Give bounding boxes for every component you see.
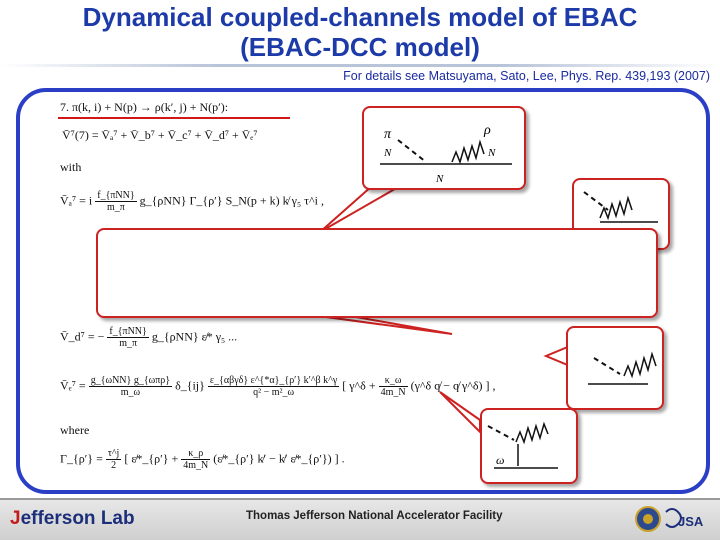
facility-name: Thomas Jefferson National Accelerator Facility	[246, 510, 503, 522]
gamma-frac2-num: κ_ρ	[181, 448, 210, 460]
label-n-mid: N	[436, 173, 444, 185]
footer-divider	[0, 498, 720, 500]
title-line-1: Dynamical coupled-channels model of EBAC	[82, 2, 638, 32]
gamma-end: (ε̸*_{ρ′} k̸′ − k̸′ ε̸*_{ρ′}) ] .	[213, 451, 345, 466]
ve-den: m_ω	[120, 387, 141, 398]
va-rest: g_{ρNN} Γ_{ρ′} S_N(p + k) k̸ γ₅ τ^i ,	[139, 193, 324, 208]
pion-line	[398, 140, 426, 162]
overlay-box	[96, 228, 658, 318]
vd-den: m_π	[119, 338, 138, 349]
callout-diagram-d	[480, 408, 578, 484]
ve-prefix: V̄ₑ⁷ =	[60, 378, 86, 393]
gamma-frac-num: τ^j	[107, 448, 120, 459]
callout-diagram-c	[566, 326, 664, 410]
callout-diagram-a	[362, 106, 526, 190]
jlab-rest: efferson Lab	[20, 508, 135, 529]
gamma-frac2-den: 4m_N	[183, 460, 209, 471]
ve-frac2-den: q² − m²_ω	[253, 387, 295, 398]
label-rho: ρ	[484, 123, 491, 138]
pion-line-c	[594, 358, 620, 374]
label-omega: ω	[496, 453, 505, 467]
doe-seal-center	[643, 514, 653, 524]
gamma-frac-den: 2	[111, 460, 117, 471]
ve-rest: [ γ^δ +	[342, 378, 376, 393]
callout-4-pointer	[440, 392, 480, 432]
va-num: f_{πNN}	[97, 190, 135, 201]
ve-num: g_{ωNN} g_{ωπρ}	[90, 375, 171, 386]
ve-frac3-den: 4m_N	[380, 387, 406, 398]
ve-frac2-num: ε_{αβγδ} ε^{*α}_{ρ′} k′^β k^γ	[209, 375, 338, 386]
rho-line-d	[516, 424, 548, 442]
rho-line-c	[624, 354, 656, 376]
feynman-diagram-a	[364, 108, 524, 188]
gamma-prefix: Γ_{ρ′} =	[60, 451, 103, 466]
va-prefix: V̄ₐ⁷ = i	[60, 193, 93, 208]
equation-header: 7. π(k, i) + N(p) → ρ(k′, j) + N(p′):	[60, 100, 229, 114]
label-n-left: N	[384, 147, 392, 159]
label-pi: π	[384, 127, 392, 142]
title-line-2: (EBAC-DCC model)	[240, 32, 480, 62]
pion-line-d	[488, 426, 514, 440]
va-den: m_π	[107, 202, 125, 213]
callout-1-pointer	[320, 186, 400, 232]
feynman-diagram-c	[568, 328, 662, 408]
equation-v-total: V̄⁷(7) = V̄ₐ⁷ + V̄_b⁷ + V̄_c⁷ + V̄_d⁷ + V̄ₑ⁷	[62, 128, 258, 142]
label-n-right: N	[488, 147, 496, 159]
ve-end: (γ^δ q̸ − q̸ γ^δ) ] ,	[410, 378, 496, 393]
jsa-logo-text: JSA	[678, 514, 704, 529]
jefferson-lab-logo	[10, 508, 135, 530]
ve-mid: δ_{ij}	[175, 378, 205, 393]
footer-logos	[632, 504, 718, 536]
reference-text: For details see Matsuyama, Sato, Lee, Phys. Rep. 439,193 (2007)	[343, 69, 710, 83]
jlab-j: J	[10, 508, 21, 529]
vd-num: f_{πNN}	[109, 326, 147, 337]
feynman-diagram-d	[482, 410, 576, 482]
with-label: with	[60, 160, 82, 174]
where-label: where	[60, 423, 90, 437]
rho-line	[452, 142, 484, 162]
vd-prefix: V̄_d⁷ = −	[60, 329, 105, 344]
vd-rest: g_{ρNN} ε̸* γ₅ ...	[151, 329, 238, 344]
rho-line-b	[600, 198, 632, 218]
gamma-rest: [ ε̸*_{ρ′} +	[124, 451, 179, 466]
ve-frac3-num: κ_ω	[379, 375, 408, 387]
